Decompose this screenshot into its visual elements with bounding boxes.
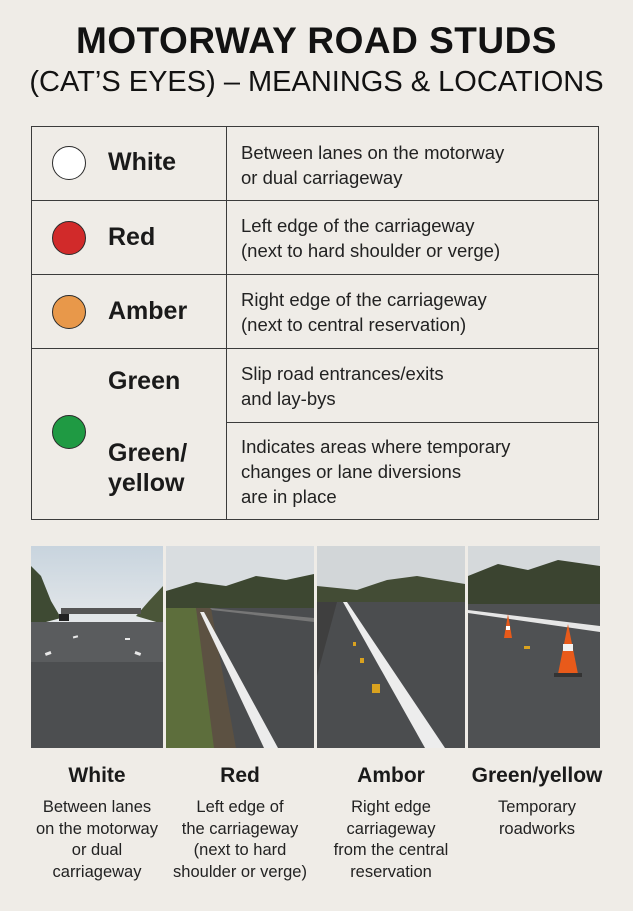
green-yellow-stud-description: Indicates areas where temporary changes or lane diversions are in place	[241, 436, 511, 507]
caption-desc-red: Left edge of the carriageway (next to hard shoulder or verge)	[173, 798, 307, 881]
page-subtitle: (CAT’S EYES) – MEANINGS & LOCATIONS	[29, 66, 604, 98]
white-stud-name: White	[108, 148, 177, 176]
caption-title-green-yellow: Green/yellow	[471, 764, 603, 787]
caption-desc-green-yellow: Temporary roadworks	[498, 798, 576, 838]
green-stud-name: Green	[108, 367, 181, 395]
red-stud-description: Left edge of the carriageway (next to hard shoulder or verge)	[241, 215, 501, 261]
photo-red-edge	[166, 546, 314, 748]
table-column-divider	[226, 127, 227, 519]
red-stud-name: Red	[108, 223, 156, 251]
photo-green-yellow-roadworks	[468, 546, 600, 748]
green-stud-description: Slip road entrances/exits and lay-bys	[241, 363, 444, 409]
amber-stud-description: Right edge of the carriageway (next to central reservation)	[241, 289, 487, 335]
photo-amber-edge	[317, 546, 465, 748]
amber-stud-dot	[52, 295, 86, 329]
caption-title-amber: Ambor	[357, 764, 425, 787]
photo-white-lanes	[31, 546, 163, 748]
page-title: MOTORWAY ROAD STUDS	[76, 20, 557, 61]
caption-desc-white: Between lanes on the motorway or dual carriageway	[36, 798, 158, 881]
green-stud-dot	[52, 415, 86, 449]
white-stud-dot	[52, 146, 86, 180]
table-row-divider	[32, 274, 598, 275]
red-stud-dot	[52, 221, 86, 255]
stud-meanings-table	[31, 126, 599, 520]
amber-stud-name: Amber	[108, 297, 188, 325]
white-stud-description: Between lanes on the motorway or dual carriageway	[241, 142, 505, 188]
table-row-divider	[32, 200, 598, 201]
caption-title-white: White	[68, 764, 126, 787]
table-row-divider	[226, 422, 598, 423]
caption-title-red: Red	[220, 764, 260, 787]
table-row-divider	[32, 348, 598, 349]
green-yellow-stud-name: Green/ yellow	[108, 439, 188, 497]
caption-desc-amber: Right edge carriageway from the central reservation	[333, 798, 449, 881]
